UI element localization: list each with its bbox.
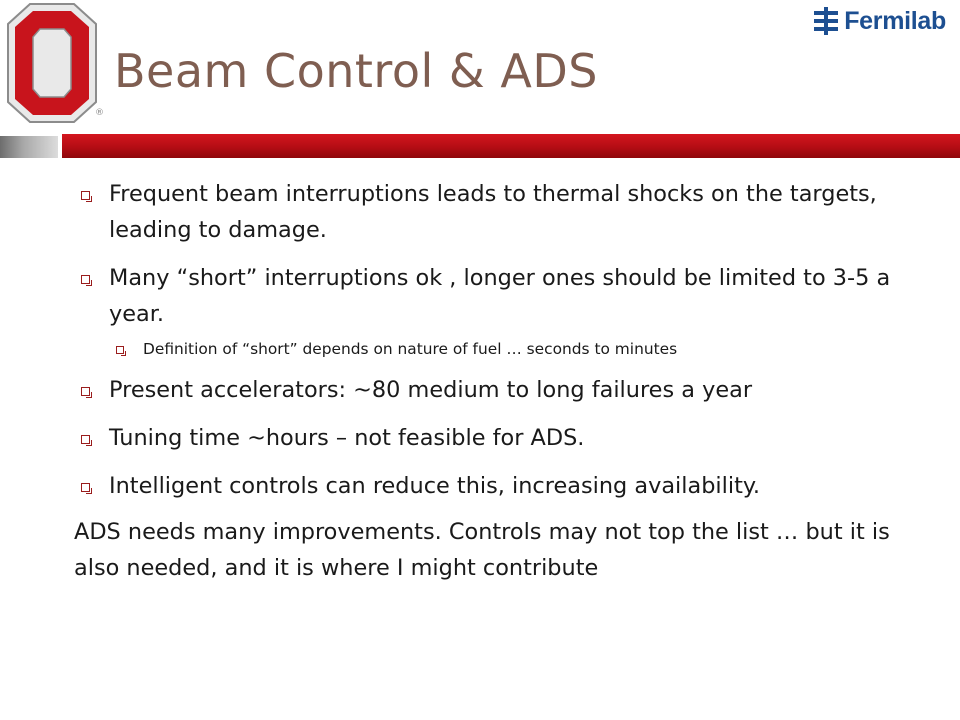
- bullet-item: [74, 372, 924, 408]
- bullet-text: Intelligent controls can reduce this, increasing availability.: [109, 473, 761, 499]
- bullet-text: Tuning time ~hours – not feasible for ADS.: [109, 425, 585, 451]
- closing-paragraph: ADS needs many improvements. Controls may not top the list … but it is also needed, and it is where I might contribute: [74, 519, 890, 581]
- ohio-state-block-o-logo: [2, 2, 102, 126]
- accent-bar-gray: [0, 136, 58, 158]
- registered-mark: ®: [95, 108, 104, 118]
- bullet-text: Present accelerators: ~80 medium to long failures a year: [109, 377, 753, 403]
- accent-bar-red: [62, 134, 960, 158]
- square-bullet-icon: [81, 483, 90, 492]
- square-bullet-icon: [116, 346, 124, 354]
- square-bullet-icon: [81, 387, 90, 396]
- bullet-text: Many “short” interruptions ok , longer ones should be limited to 3-5 a year.: [109, 265, 891, 327]
- slide-body: [74, 176, 924, 586]
- fermilab-logo: [812, 6, 946, 36]
- square-bullet-icon: [81, 191, 90, 200]
- bullet-item: [74, 468, 924, 504]
- square-bullet-icon: [81, 275, 90, 284]
- bullet-item: [74, 260, 924, 332]
- bullet-item: [74, 176, 924, 248]
- bullet-text: Frequent beam interruptions leads to thermal shocks on the targets, leading to damage.: [109, 181, 877, 243]
- sub-bullet-item: [74, 338, 924, 360]
- fermilab-wordmark: Fermilab: [844, 6, 946, 35]
- sub-bullet-text: Definition of “short” depends on nature of fuel … seconds to minutes: [143, 340, 678, 358]
- fermilab-mark-icon: [812, 7, 840, 35]
- slide-title: Beam Control & ADS: [114, 44, 598, 98]
- square-bullet-icon: [81, 435, 90, 444]
- bullet-item: [74, 420, 924, 456]
